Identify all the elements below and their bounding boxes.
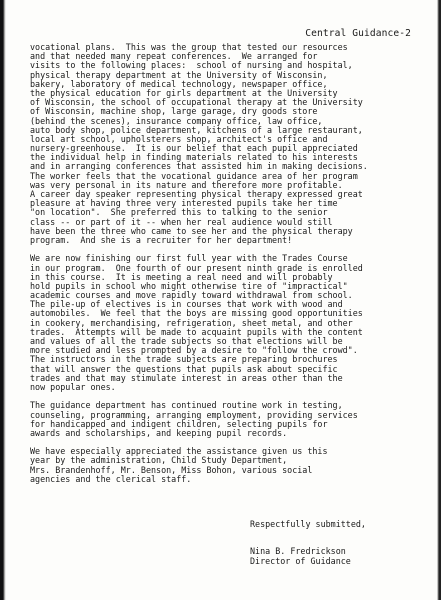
text-line: academic courses and move rapidly toward withdrawal from school. xyxy=(30,290,353,301)
signer-name: Nina B. Fredrickson xyxy=(250,546,346,557)
text-line: year by the administration, Child Study Department, xyxy=(30,455,288,466)
closing-line: Respectfully submitted, xyxy=(250,519,366,529)
text-line: counseling, programming, arranging employment, providing services xyxy=(30,409,358,420)
text-line: We have especially appreciated the assistance given us this xyxy=(30,446,328,457)
text-line: local art school, upholsterers shop, architect's office and xyxy=(30,133,328,144)
text-line: visits to the following places: school of nursing and hospital, xyxy=(30,60,353,71)
text-line: nursery-greenhouse. It is our belief that each pupil appreciated xyxy=(30,143,358,154)
text-line: We are now finishing our first full year with the Trades Course xyxy=(30,253,348,264)
text-line: vocational plans. This was the group that tested our resources xyxy=(30,42,348,52)
scan-edge-right xyxy=(437,0,441,600)
text-line: trades and that may stimulate interest in areas other than the xyxy=(30,372,343,383)
document-body xyxy=(30,43,430,484)
text-line: that will answer the questions that pupils ask about specific xyxy=(30,363,338,374)
text-line: bakery, laboratory of medical technology, newspaper office, xyxy=(30,78,328,89)
text-line: and values of all the trade subjects so that elections will be xyxy=(30,336,343,346)
text-line: (behind the scenes), insurance company office, law office, xyxy=(30,115,323,126)
text-line: the physical education for girls department at the University xyxy=(30,87,338,98)
paragraph xyxy=(30,401,430,438)
text-line: pleasure at having three very interested pupils take her time xyxy=(30,198,338,209)
page-header: Central Guidance-2 xyxy=(305,28,411,39)
text-line: have been the three who came to see her and the physical therapy xyxy=(30,225,353,236)
text-line: physical therapy department at the University of Wisconsin, xyxy=(30,69,328,80)
text-line: hold pupils in school who might otherwise tire of "impractical" xyxy=(30,280,348,291)
text-line: class -- or part of it -- when her real audience would still xyxy=(30,216,333,227)
text-line: awards and scholarships, and keeping pupil records. xyxy=(30,427,288,438)
text-line: "on location". She preferred this to talking to the senior xyxy=(30,207,328,218)
text-line: for handicapped and indigent children, selecting pupils for xyxy=(30,418,328,429)
paragraph xyxy=(30,447,430,484)
text-line: automobiles. We feel that the boys are missing good opportunities xyxy=(30,308,363,319)
text-line: agencies and the clerical staff. xyxy=(30,473,192,484)
text-line: The instructors in the trade subjects are preparing brochures xyxy=(30,354,338,365)
text-line: in cookery, merchandising, refrigeration, sheet metal, and other xyxy=(30,317,353,328)
text-line: and that needed many repeat conferences. We arranged for xyxy=(30,51,318,62)
text-line: of Wisconsin, machine shop, large garage, dry goods store xyxy=(30,106,318,117)
text-line: trades. Attempts will be made to acquaint pupils with the content xyxy=(30,326,363,337)
text-line: in our program. One fourth of our present ninth grade is enrolled xyxy=(30,262,363,273)
paragraph xyxy=(30,43,430,245)
signature-block xyxy=(250,520,366,566)
scan-edge-left xyxy=(0,0,6,600)
paragraph xyxy=(30,254,430,392)
text-line: and in arranging conferences that assisted him in making decisions. xyxy=(30,161,368,172)
text-line: now popular ones. xyxy=(30,381,116,392)
text-line: in this course. It is meeting a real need and will probably xyxy=(30,271,333,282)
text-line: was very personal in its nature and therefore more profitable. xyxy=(30,179,343,190)
text-line: of Wisconsin, the school of occupational therapy at the University xyxy=(30,97,363,108)
text-line: A career day speaker representing physical therapy expressed great xyxy=(30,189,363,199)
signer-title: Director of Guidance xyxy=(250,555,351,566)
text-line: Mrs. Brandenhoff, Mr. Benson, Miss Bohon, various social xyxy=(30,464,313,475)
text-line: more studied and less prompted by a desire to "follow the crowd". xyxy=(30,345,358,356)
text-line: The worker feels that the vocational guidance area of her program xyxy=(30,170,358,181)
text-line: the individual help in finding materials related to his interests xyxy=(30,152,358,163)
text-line: The pile-up of electives is in courses that work with wood and xyxy=(30,299,343,310)
text-line: program. And she is a recruiter for her department! xyxy=(30,234,293,245)
text-line: The guidance department has continued routine work in testing, xyxy=(30,400,343,411)
text-line: auto body shop, police department, kitchens of a large restaurant, xyxy=(30,124,363,135)
